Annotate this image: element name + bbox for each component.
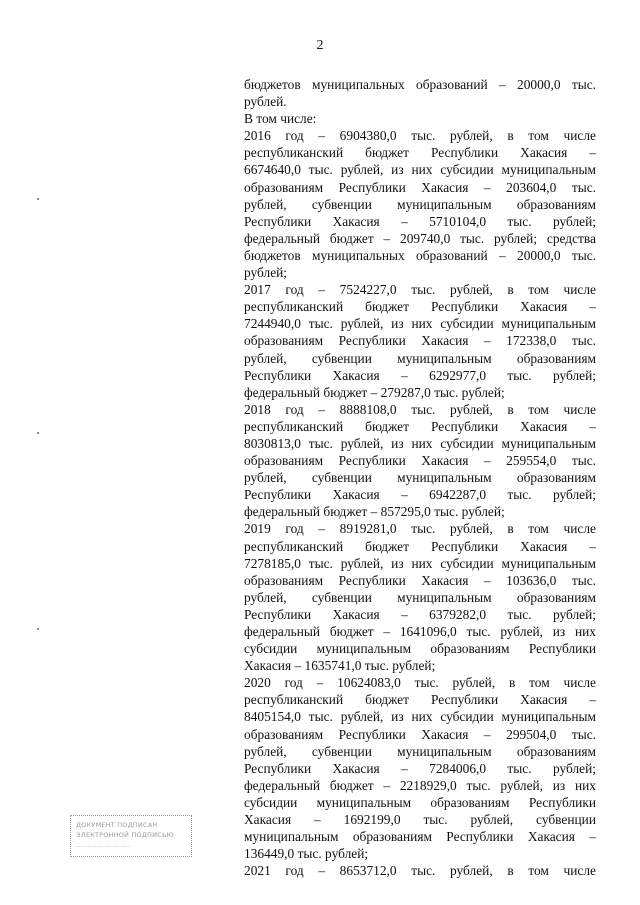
scan-mark [37, 628, 39, 630]
text-line: образованиям Республики Хакасия – 103636,0 тыс. [244, 572, 596, 588]
text-line: муниципальным образованиям Республики Хакасия – [244, 829, 596, 845]
text-line: 2017 год – 7524227,0 тыс. рублей, в том числе [244, 282, 596, 298]
stamp-line: ДОКУМЕНТ ПОДПИСАН [76, 821, 158, 829]
text-line: федеральный бюджет – 1641096,0 тыс. рублей, из них [244, 624, 596, 639]
text-line: Республики Хакасия – 5710104,0 тыс. рублей; [244, 213, 596, 229]
text-line: республиканский бюджет Республики Хакасия – [244, 299, 596, 315]
text-line: 2018 год – 8888108,0 тыс. рублей, в том числе [244, 401, 596, 417]
text-line: В том числе: [244, 111, 317, 127]
text-line: Республики Хакасия – 7284006,0 тыс. рублей; [244, 760, 596, 776]
text-line: рублей, субвенции муниципальным образованиям [244, 470, 596, 486]
text-line: 8405154,0 тыс. рублей, из них субсидии муниципальным [244, 709, 596, 725]
text-line: субсидии муниципальным образованиям Республики [244, 641, 596, 657]
text-line: федеральный бюджет – 209740,0 тыс. рублей; средства [244, 230, 596, 246]
text-line: образованиям Республики Хакасия – 203604,0 тыс. [244, 179, 596, 195]
text-line: субсидии муниципальным образованиям Республики [244, 794, 596, 810]
text-line: республиканский бюджет Республики Хакасия – [244, 692, 596, 708]
electronic-signature-stamp [70, 815, 192, 857]
text-line: рублей, субвенции муниципальным образованиям [244, 196, 596, 212]
text-line: образованиям Республики Хакасия – 299504,0 тыс. [244, 726, 596, 742]
text-line: бюджетов муниципальных образований – 20000,0 тыс. [244, 247, 596, 263]
text-line: 6674640,0 тыс. рублей, из них субсидии муниципальным [244, 162, 596, 178]
text-line: федеральный бюджет – 857295,0 тыс. рублей; [244, 504, 505, 520]
text-line: 7244940,0 тыс. рублей, из них субсидии муниципальным [244, 316, 596, 332]
page-number: 2 [316, 38, 324, 53]
text-line: Республики Хакасия – 6942287,0 тыс. рублей; [244, 487, 596, 503]
text-line: рублей, субвенции муниципальным образованиям [244, 743, 596, 759]
text-line: 2020 год – 10624083,0 тыс. рублей, в том числе [244, 675, 596, 691]
text-line: 2021 год – 8653712,0 тыс. рублей, в том числе [244, 863, 596, 879]
text-line: 7278185,0 тыс. рублей, из них субсидии муниципальным [244, 555, 596, 571]
text-line: Республики Хакасия – 6379282,0 тыс. рублей; [244, 606, 596, 622]
text-line: образованиям Республики Хакасия – 172338,0 тыс. [244, 333, 596, 349]
text-line: республиканский бюджет Республики Хакасия – [244, 538, 596, 554]
text-line: 8030813,0 тыс. рублей, из них субсидии муниципальным [244, 435, 596, 451]
text-line: рублей, субвенции муниципальным образованиям [244, 589, 596, 605]
stamp-line: ЭЛЕКТРОННОЙ ПОДПИСЬЮ [76, 831, 174, 839]
document-body [244, 76, 596, 879]
text-line: республиканский бюджет Республики Хакасия – [244, 145, 596, 161]
text-line: 2019 год – 8919281,0 тыс. рублей, в том числе [244, 521, 596, 537]
text-line: рублей, субвенции муниципальным образованиям [244, 350, 596, 366]
text-line: федеральный бюджет – 2218929,0 тыс. рублей, из них [244, 777, 596, 793]
text-line: Хакасия – 1692199,0 тыс. рублей, субвенции [244, 812, 596, 828]
stamp-line: ........................ [76, 841, 131, 849]
scan-mark [37, 198, 39, 200]
text-line: Хакасия – 1635741,0 тыс. рублей; [244, 658, 436, 674]
text-line: Республики Хакасия – 6292977,0 тыс. рублей; [244, 367, 596, 383]
text-line: рублей. [244, 94, 287, 110]
text-line: образованиям Республики Хакасия – 259554,0 тыс. [244, 453, 596, 469]
text-line: бюджетов муниципальных образований – 20000,0 тыс. [244, 77, 596, 92]
text-line: 2016 год – 6904380,0 тыс. рублей, в том числе [244, 128, 596, 144]
scan-mark [37, 432, 39, 434]
text-line: 136449,0 тыс. рублей; [244, 846, 369, 862]
text-line: федеральный бюджет – 279287,0 тыс. рублей; [244, 384, 505, 400]
text-line: рублей; [244, 265, 288, 281]
text-line: республиканский бюджет Республики Хакасия – [244, 418, 596, 434]
